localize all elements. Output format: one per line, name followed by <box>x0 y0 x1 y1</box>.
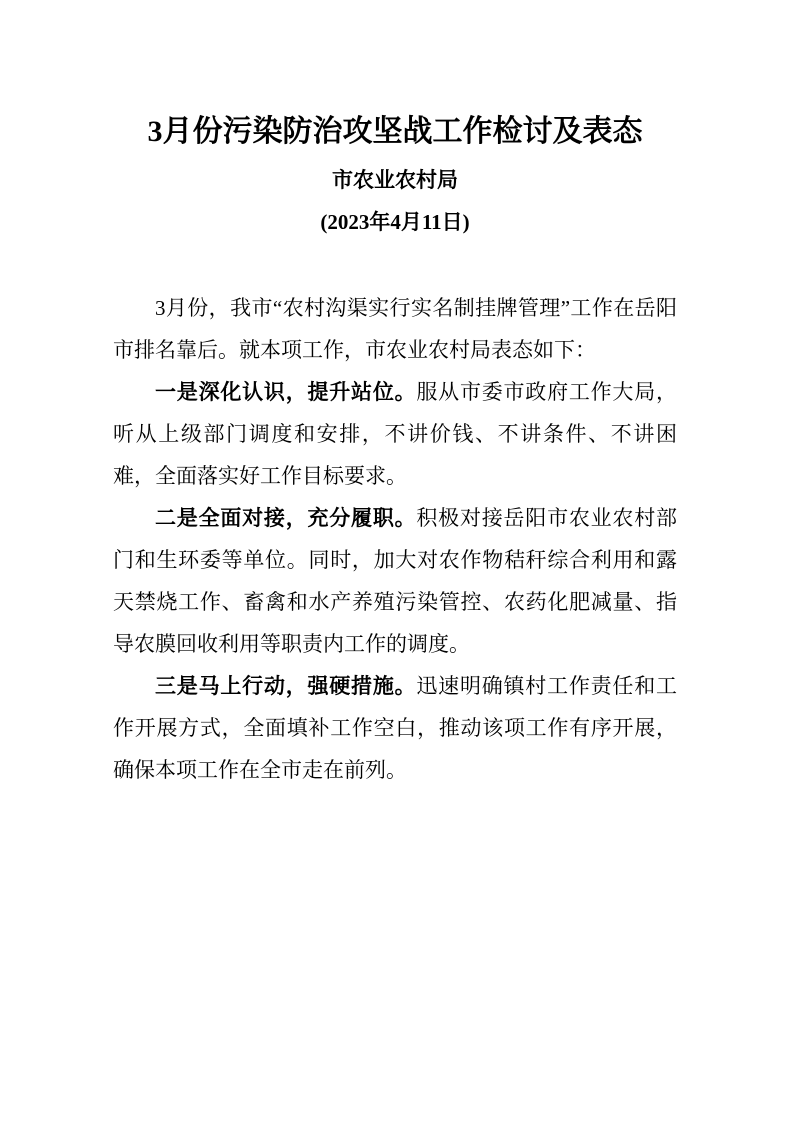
paragraph-intro <box>113 287 677 371</box>
document-date: (2023年4月11日) <box>320 210 470 234</box>
paragraph-lead: 三是马上行动，强硬措施。 <box>155 674 417 698</box>
paragraph-lead: 二是全面对接，充分履职。 <box>155 506 417 530</box>
paragraph-point-3 <box>113 665 677 791</box>
document-body <box>113 287 677 791</box>
paragraph-text: 3月份，我市“农村沟渠实行实名制挂牌管理”工作在岳阳市排名靠后。就本项工作，市农业农村局表态如下： <box>113 296 677 362</box>
paragraph-point-2 <box>113 497 677 665</box>
paragraph-point-1 <box>113 371 677 497</box>
paragraph-text: 迅速明确镇村工作责任和工作开展方式，全面填补工作空白，推动该项工作有序开展，确保本项工作在全市走在前列。 <box>113 674 677 782</box>
document-organization: 市农业农村局 <box>332 168 458 192</box>
paragraph-text: 服从市委市政府工作大局，听从上级部门调度和安排，不讲价钱、不讲条件、不讲困难，全面落实好工作目标要求。 <box>113 380 677 488</box>
document-title: 3月份污染防治攻坚战工作检讨及表态 <box>147 115 643 148</box>
paragraph-lead: 一是深化认识，提升站位。 <box>155 380 417 404</box>
paragraph-text: 积极对接岳阳市农业农村部门和生环委等单位。同时，加大对农作物秸秆综合利用和露天禁烧工作、畜禽和水产养殖污染管控、农药化肥减量、指导农膜回收利用等职责内工作的调度。 <box>113 506 677 656</box>
